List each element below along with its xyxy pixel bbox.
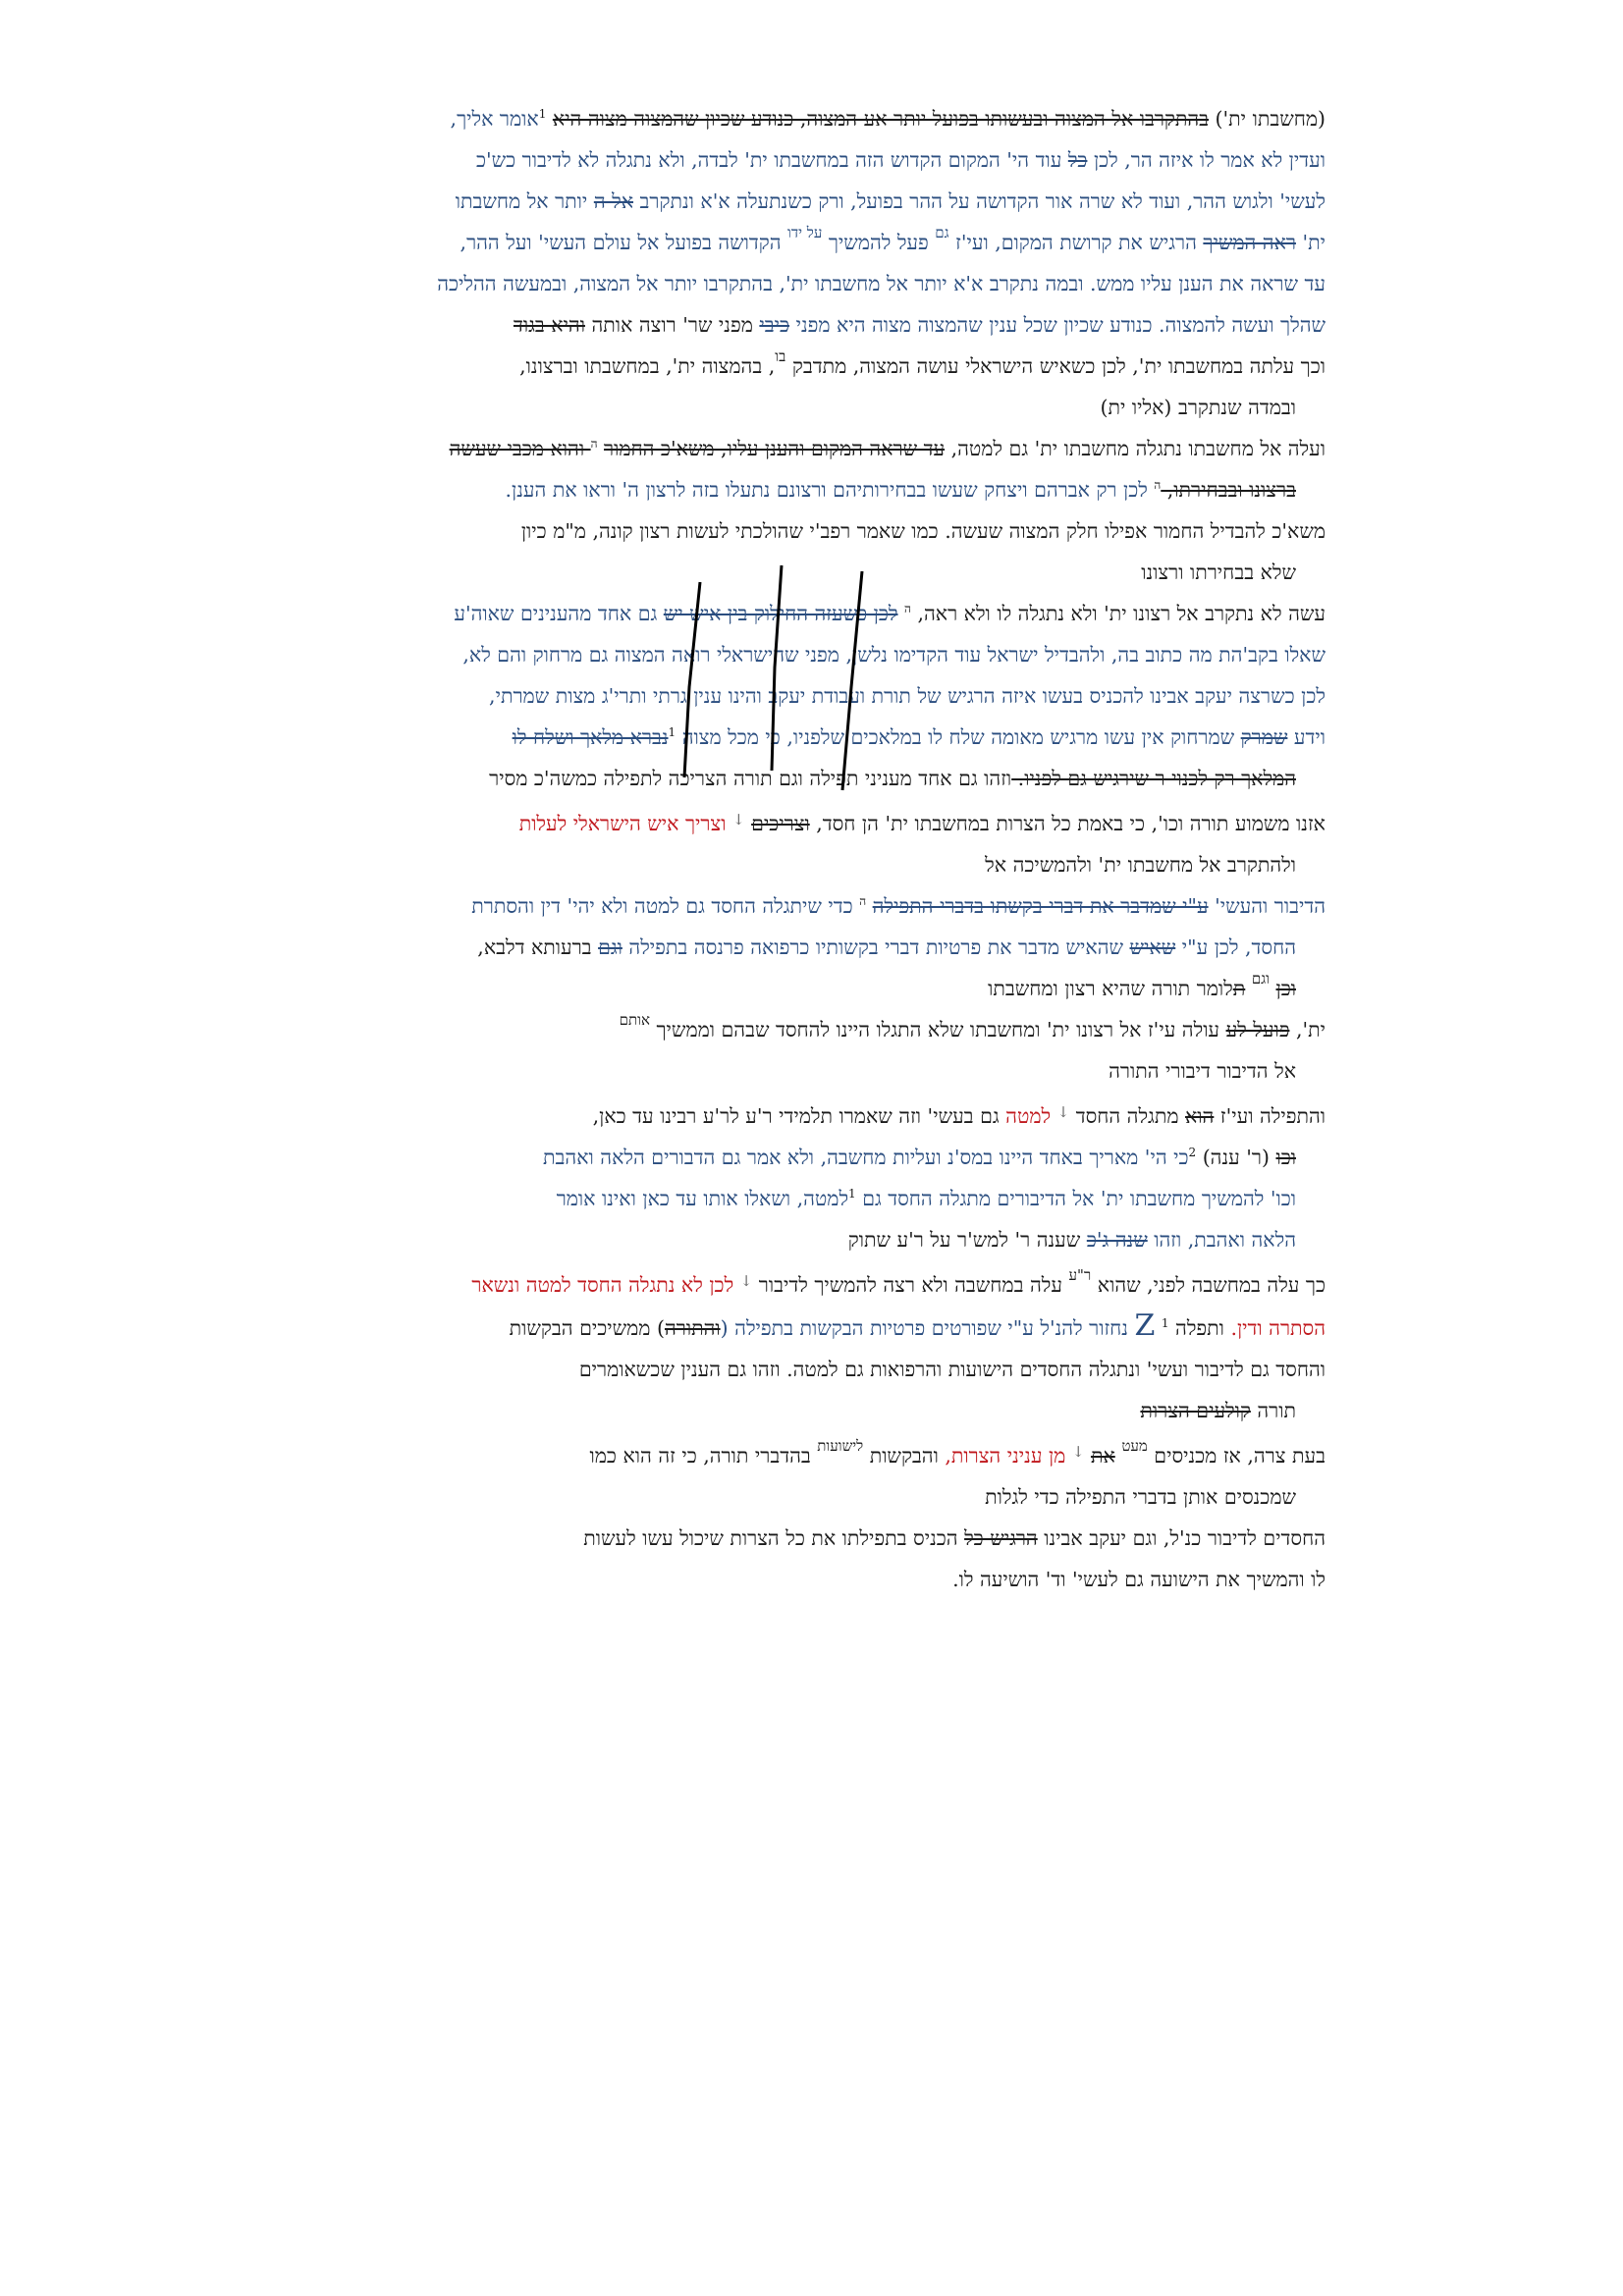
interlinear-insertion: מעט [1121,1437,1148,1455]
text-span: החסדים לדיבור כנ'ל, וגם יעקב אבינו [1037,1526,1325,1550]
text-span: עלה במחשבה ולא רצה להמשיך לדיבור [752,1273,1069,1297]
text-span: הקדושה בפועל אל עולם העשי' ועל ההר, [460,231,788,254]
struck-text: והוא מכבי שעשה [449,437,591,460]
text-span: לכן כשרצה יעקב אבינו להכניס בעשו איזה הרגיש של תורת ועבודת יעקב והינו ענין גרתי ותרי'ג מצות שמרתי, [489,684,1325,708]
text-span: למטה, ושאלו אותו עד כאן ואינו אומר [556,1187,849,1210]
text-span: וידע [1287,725,1325,749]
struck-text: הרגיש כל [964,1526,1038,1550]
interlinear-insertion: ר"ע [1068,1266,1092,1284]
text-span: כי הי' מאריך באחד היינו במס'נ ועליות מחשבה, ולא אמר גם הדבורים הלאה ואהבת [543,1146,1189,1169]
text-line [324,799,1325,844]
text-line [324,1476,1296,1518]
struck-text: והתורה [664,1316,721,1340]
text-span: מתגלה החסד [1069,1104,1185,1128]
text-span: (ר' ענה) [1196,1146,1276,1169]
text-span: עשה לא נתקרב אל רצונו ית' ולא נתגלה לו ולא ראה, [910,602,1325,625]
struck-text: כיבי [759,313,790,337]
text-span: נחזור להנ'ל ע"י שפורטים פרטיות הבקשות בתפילה ( [720,1316,1135,1340]
text-span: אומר אליך, [450,107,539,131]
struck-text: וגם [598,935,622,959]
text-span: כדי שיתגלה החסד גם למטה ולא יהי' דין והסתרת [471,894,860,918]
insertion-arrow: ↓ [739,1272,753,1290]
struck-text: נברא מלאך ושלח לו [512,725,669,749]
text-line [324,634,1325,675]
text-span: מן עניני הצרות, [945,1444,1066,1468]
text-span: אזנו משמוע תורה וכו', כי באמת כל הצרות במחשבתו ית' הן חסד, [809,812,1325,835]
text-span: עוד הי' המקום הקדוש הזה במחשבתו ית' לבדה, ולא נתגלה לא לדיבור כש'כ [475,148,1068,172]
footnote-marker: 1 [668,725,676,740]
struck-text: בהתקרבו אל המצוה ובעשותו בפועל יותר אע המצוה, כנודע שכיון שהמצוה מצוה היא [552,107,1210,131]
text-span: הרגיש את קרושת המקום, ועי'ז [948,231,1204,254]
struck-text: כל [1067,148,1088,172]
text-span: והתפילה ועי'ז [1214,1104,1325,1128]
text-span: מפני שר' רוצה אותה [584,313,760,337]
text-span: הלאה ואהבת, וזהו [1147,1228,1296,1252]
struck-text: והיא בגוד [513,313,585,337]
text-span: למטה [1005,1104,1052,1128]
text-span: הדיבור והעשי' [1208,894,1325,918]
struck-text: את [1090,1444,1115,1468]
text-line [324,1349,1325,1390]
text-line [324,1219,1296,1260]
struck-text: ראה המשיך [1203,231,1296,254]
text-span: וכך עלתה במחשבתו ית', לכן כשאיש הישראלי עושה המצוה, מתדבק [785,354,1325,378]
interlinear-insertion: על ידו [787,224,823,241]
text-line [324,758,1296,799]
text-line [324,552,1296,593]
insertion-arrow: ↓ [1071,1443,1085,1461]
text-span: ית', [1289,1018,1325,1041]
text-span: ולהתקרב אל מחשבתו ית' ולהמשיכה אל [985,853,1296,877]
text-span: כך עלה במחשבה לפני, שהוא [1091,1273,1325,1297]
insertion-mark: Z [1134,1308,1156,1343]
struck-text: פועל לע [1225,1018,1290,1041]
text-span: בעת צרה, אז מכניסים [1147,1444,1325,1468]
footnote-marker: ה [904,602,911,616]
footnote-marker: ה [1154,478,1162,493]
text-line [324,593,1325,634]
struck-text: עד שראה המקום והענן עליו, משא'כ החמור [604,437,946,460]
manuscript-page [324,98,1325,1600]
text-span: אל הדיבור דיבורי התורה [1109,1059,1296,1083]
text-span: ועלה אל מחשבתו נתגלה מחשבתו ית' גם למטה, [945,437,1325,460]
text-line [324,1559,1325,1600]
footnote-marker: ה [590,437,598,452]
text-span: ) ממשיכים הבקשות [509,1316,665,1340]
text-span: והבקשות [863,1444,946,1468]
footnote-marker: ה [859,894,867,909]
text-line [324,510,1325,552]
text-span: (מחשבתו ית') [1209,107,1325,131]
text-span: , בהמצוה ית', במחשבתו וברצונו, [519,354,776,378]
text-line [324,387,1296,428]
text-span: עולה עי'ז אל רצונו ית' ומחשבתו שלא התגלו היינו להחסד שבהם וממשיך [649,1018,1226,1041]
text-span: ועדין לא אמר לו איזה הר, לכן [1087,148,1325,172]
text-span: יותר אל מחשבתו [455,189,594,213]
text-span: הסתרה ודין. [1223,1316,1325,1340]
insertion-arrow: ↓ [732,811,745,828]
text-line [324,222,1325,263]
interlinear-insertion: גם [935,224,949,241]
text-line [324,181,1325,222]
text-span: וזהו גם אחד מעניני תפילה וגם תורה הצריכה לתפילה כמשה'כ מסיר [489,767,1012,790]
text-span: החסד, לכן ע"י [1175,935,1296,959]
text-line [324,1137,1296,1178]
struck-text: שאיש [1129,935,1176,959]
text-line [324,927,1296,968]
text-line [324,98,1325,139]
text-span: עד שראה את הענן עליו ממש. ובמה נתקרב א'א יותר אל מחשבתו ית', בהתקרבו יותר אל המצוה, ובמעשה ההליכה [437,272,1325,295]
footnote-marker: 2 [1188,1146,1197,1160]
text-span: ותפלה [1168,1316,1224,1340]
text-line [324,1306,1325,1349]
struck-text: לכן כשעזה החילוק בין איש יש [663,602,898,625]
text-line [324,1009,1325,1050]
text-line [324,885,1325,927]
text-line [324,1092,1325,1137]
text-span: גם בעשי' וזה שאמרו תלמידי ר'ע לר'ע רבינו עד כאן, [592,1104,1006,1128]
text-line [324,1518,1325,1559]
text-span: שאלו בקב'הת מה כתוב בה, ולהבדיל ישראל עוד הקדימו נלשן, מפני שהישראלי רואה המצוה גם מרחוק והם לא, [462,643,1325,667]
text-span: ית' [1295,231,1325,254]
text-span: וצריך איש הישראלי לעלות [518,812,732,835]
text-span: גם אחד מהענינים שאוה'ע [454,602,664,625]
text-span: תורה [1250,1399,1296,1422]
footnote-marker: 1 [848,1187,856,1201]
text-line [324,1390,1296,1431]
text-span: לכן רק אברהם ויצחק שעשו בבחירותיהם ורצונם נתעלו בזה לרצון ה' וראו את הענן. [505,478,1155,502]
insertion-arrow: ↓ [1056,1103,1070,1121]
interlinear-insertion: וגם [1251,970,1270,988]
text-line [324,139,1325,181]
text-span: לכן לא נתגלה החסד למטה ונשאר [471,1273,734,1297]
text-span: ברעותא דלבא, [477,935,599,959]
struck-text: ע"י שמדבר את דברי בקשתו בדברי התפילה [872,894,1209,918]
text-line [324,304,1325,346]
text-span: שלא בבחירתו ורצונו [1141,561,1296,584]
struck-text: שנה ג'כ [1086,1228,1148,1252]
text-span: שמכנסים אותן בדברי התפילה כדי לגלות [985,1485,1296,1509]
text-line [324,675,1325,717]
struck-text: ת [1232,977,1246,1000]
footnote-marker: 1 [1161,1316,1169,1331]
text-span: שהלך ועשה להמצוה. כנודע שכיון שכל ענין שהמצוה מצוה היא מפני [789,313,1325,337]
text-span: שענה ר' למש'ר על ר'ע שתוק [847,1228,1087,1252]
struck-text: הוא [1185,1104,1215,1128]
text-span: משא'כ להבדיל החמור אפילו חלק המצוה שעשה. כמו שאמר רפב'י שהולכתי לעשות רצון קונה, מ"מ כיון [520,519,1325,543]
text-line [324,717,1325,758]
text-line [324,1260,1325,1306]
struck-text: המלאך רק לכנוי ר שירגיש גם לפניו. [1011,767,1296,790]
text-line [324,844,1296,885]
text-line [324,346,1325,387]
struck-text: אל ה [593,189,634,213]
interlinear-insertion: לישועות [817,1437,864,1455]
text-span: שהאיש מדבר את פרטיות דברי בקשותיו כרפואה פרנסה בתפילה [622,935,1130,959]
text-span: דברי תורה, כי זה הוא כמו [589,1444,790,1468]
text-line [324,968,1296,1009]
footnote-marker: 1 [538,107,547,122]
text-span: וכו' להמשיך מחשבתו ית' אל הדיבורים מתגלה החסד גם [855,1187,1296,1210]
text-line [324,469,1296,510]
text-span: לו והמשיך את הישועה גם לעשי' וד' הושיעה לו. [952,1568,1325,1591]
text-line [324,428,1325,469]
struck-text: שמרק [1240,725,1288,749]
text-span: לומר תורה שהיא רצון ומחשבתו [988,977,1233,1000]
text-span: ובמדה שנתקרב (אליו ית) [1100,396,1296,419]
interlinear-insertion: בו [775,347,786,365]
struck-text: וכו [1275,1146,1296,1169]
text-line [324,1050,1296,1092]
text-line [324,1431,1325,1476]
text-line [324,263,1325,304]
struck-text: ברצונו ובבחירתו, [1161,478,1296,502]
text-span: בה [789,1444,818,1468]
text-span: הכניס בתפילתו את כל הצרות שיכול עשו לעשות [583,1526,965,1550]
text-span: לעשי' ולגוש ההר, ועוד לא שרה אור הקדושה על ההר בפועל, ורק כשנתעלה א'א ונתקרב [633,189,1325,213]
interlinear-insertion: אותם [619,1011,650,1029]
text-span: והחסד גם לדיבור ועשי' ונתגלה החסדים הישועות והרפואות גם למטה. וזהו גם הענין שכשאומרים [578,1358,1325,1381]
struck-text: קולעים הצרות [1140,1399,1251,1422]
text-line [324,1178,1296,1219]
struck-text: וצריכים [751,812,810,835]
text-span: שמרחוק אין עשו מרגיש מאומה שלח לו במלאכים שלפניו, כי מכל מצוה [676,725,1241,749]
text-span: פעל להמשיך [822,231,936,254]
struck-text: וכן [1275,977,1296,1000]
